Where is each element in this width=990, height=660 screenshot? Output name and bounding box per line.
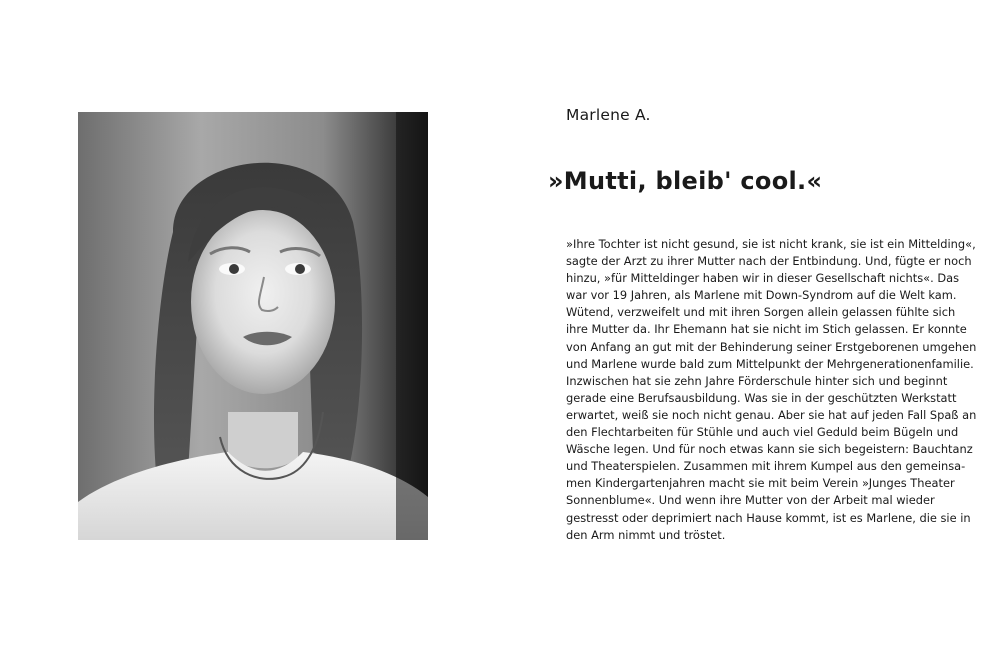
body-line: den Arm nimmt und tröstet.: [566, 527, 726, 542]
body-line: Wütend, verzweifelt und mit ihren Sorgen allein gelassen fühlte sich: [566, 305, 956, 320]
body-line: Sonnenblume«. Und wenn ihre Mutter von der Arbeit mal wieder: [566, 493, 935, 508]
person-name: Marlene A.: [566, 106, 651, 124]
body-line: ihre Mutter da. Ihr Ehemann hat sie nicht im Stich gelassen. Er konnte: [566, 322, 967, 337]
article-headline: »Mutti, bleib' cool.«: [548, 167, 823, 195]
portrait-image: [78, 112, 428, 540]
portrait-photo: [78, 112, 428, 540]
body-line: men Kindergartenjahren macht sie mit beim Verein »Junges Theater: [566, 476, 955, 491]
body-line: von Anfang an gut mit der Behinderung seiner Erstgeborenen umgehen: [566, 339, 977, 354]
article-body: [566, 236, 977, 544]
body-line: und Theaterspielen. Zusammen mit ihrem Kumpel aus den gemeinsa-: [566, 459, 966, 474]
body-line: Wäsche legen. Und für noch etwas kann sie sich begeistern: Bauchtanz: [566, 442, 973, 457]
body-line: war vor 19 Jahren, als Marlene mit Down-Syndrom auf die Welt kam.: [566, 288, 957, 303]
body-line: den Flechtarbeiten für Stühle und auch viel Geduld beim Bügeln und: [566, 425, 959, 440]
body-line: gerade eine Berufsausbildung. Was sie in der geschützten Werkstatt: [566, 390, 957, 405]
body-line: Inzwischen hat sie zehn Jahre Förderschule hinter sich und beginnt: [566, 373, 948, 388]
body-line: gestresst oder deprimiert nach Hause kommt, ist es Marlene, die sie in: [566, 510, 971, 525]
body-line: und Marlene wurde bald zum Mittelpunkt der Mehrgenerationenfamilie.: [566, 356, 974, 371]
body-line: hinzu, »für Mitteldinger haben wir in dieser Gesellschaft nichts«. Das: [566, 271, 960, 286]
body-line: erwartet, weiß sie noch nicht genau. Aber sie hat auf jeden Fall Spaß an: [566, 407, 977, 422]
body-line: »Ihre Tochter ist nicht gesund, sie ist nicht krank, sie ist ein Mittelding«,: [566, 237, 976, 251]
body-line: sagte der Arzt zu ihrer Mutter nach der Entbindung. Und, fügte er noch: [566, 254, 972, 269]
